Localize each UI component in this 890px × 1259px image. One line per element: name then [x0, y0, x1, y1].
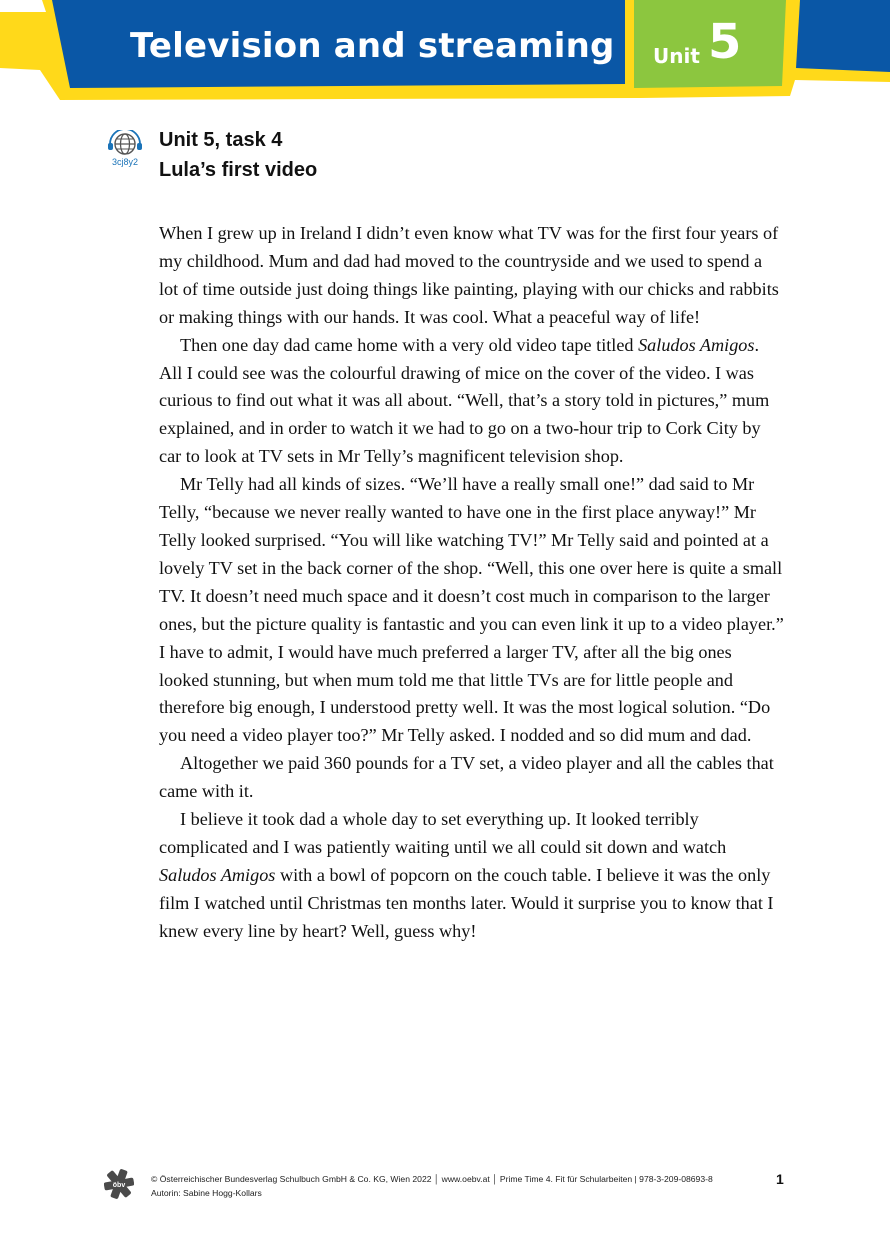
story-paragraph-3: Mr Telly had all kinds of sizes. “We’ll have a really small one!” dad said to Mr Telly, “because we never really wanted to have one in the first place anyway!” Mr Telly looked surprised. “You will like watching TV!” Mr Telly said and pointed at a lovely TV set in the back corner of the shop. “Well, this one over here is quite a small TV. It doesn’t need much space and it doesn’t cost much in comparison to the larger ones, but the picture quality is fantastic and you can even link it up to a video player.” I have to admit, I would have much preferred a larger TV, after all the big ones looked stunning, but when mum told me that little TVs are for little people and therefore big enough, I understood pretty well. It was the most logical solution. “Do you need a video player too?” Mr Telly asked. I nodded and so did mum and dad. [159, 474, 784, 746]
story-paragraph-1: When I grew up in Ireland I didn’t even know what TV was for the first four years of my childhood. Mum and dad had moved to the countryside and we used to spend a lot of time outside just doing things like painting, playing with our chicks and rabbits or making things with our hands. It was cool. What a peaceful way of life! [159, 223, 779, 327]
story-text [159, 220, 784, 946]
story-paragraph-2 [159, 332, 784, 472]
header-banner [0, 0, 890, 110]
unit-label: Unit [653, 44, 700, 68]
page-title: Television and streaming [130, 26, 615, 66]
web-code[interactable]: 3cj8y2 [111, 157, 138, 167]
globe-icon[interactable] [104, 130, 146, 174]
footer-author: Autorin: Sabine Hogg-Kollars [151, 1188, 262, 1198]
footer-copyright: © Österreichischer Bundesverlag Schulbuch GmbH & Co. KG, Wien 2022 │ www.oebv.at │ Prime Time 4. Fit für Schularbeiten | 978-3-209-08693-8 [151, 1174, 713, 1184]
svg-text:öbv: öbv [112, 1182, 126, 1189]
page-number: 1 [776, 1171, 784, 1187]
film-title: Saludos Amigos [638, 334, 755, 355]
task-subtitle: Lula’s first video [159, 159, 318, 181]
story-text-run: . All I could see was the colourful drawing of mice on the cover of the video. I was curious to find out what it was all about. “Well, that’s a story told in pictures,” mum explained, and in order to watch it we had to go on a two-hour trip to Cork City by car to look at TV sets in Mr Telly’s magnificent television shop. [159, 334, 770, 467]
story-paragraph-5 [159, 806, 784, 946]
story-text-run: I believe it took dad a whole day to set everything up. It looked terribly complicated and I was patiently waiting until we all could sit down and watch [159, 809, 727, 857]
story-paragraph-4: Altogether we paid 360 pounds for a TV set, a video player and all the cables that came with it. [159, 753, 774, 802]
publisher-logo [104, 1167, 134, 1201]
story-text-run: with a bowl of popcorn on the couch table. I believe it was the only film I watched until Christmas ten months later. Would it surprise you to know that I knew every line by heart? Well, guess why! [159, 864, 774, 941]
unit-number: 5 [708, 14, 742, 70]
film-title: Saludos Amigos [159, 864, 276, 885]
task-title: Unit 5, task 4 [159, 129, 283, 151]
story-text-run: Then one day dad came home with a very old video tape titled [180, 334, 639, 355]
